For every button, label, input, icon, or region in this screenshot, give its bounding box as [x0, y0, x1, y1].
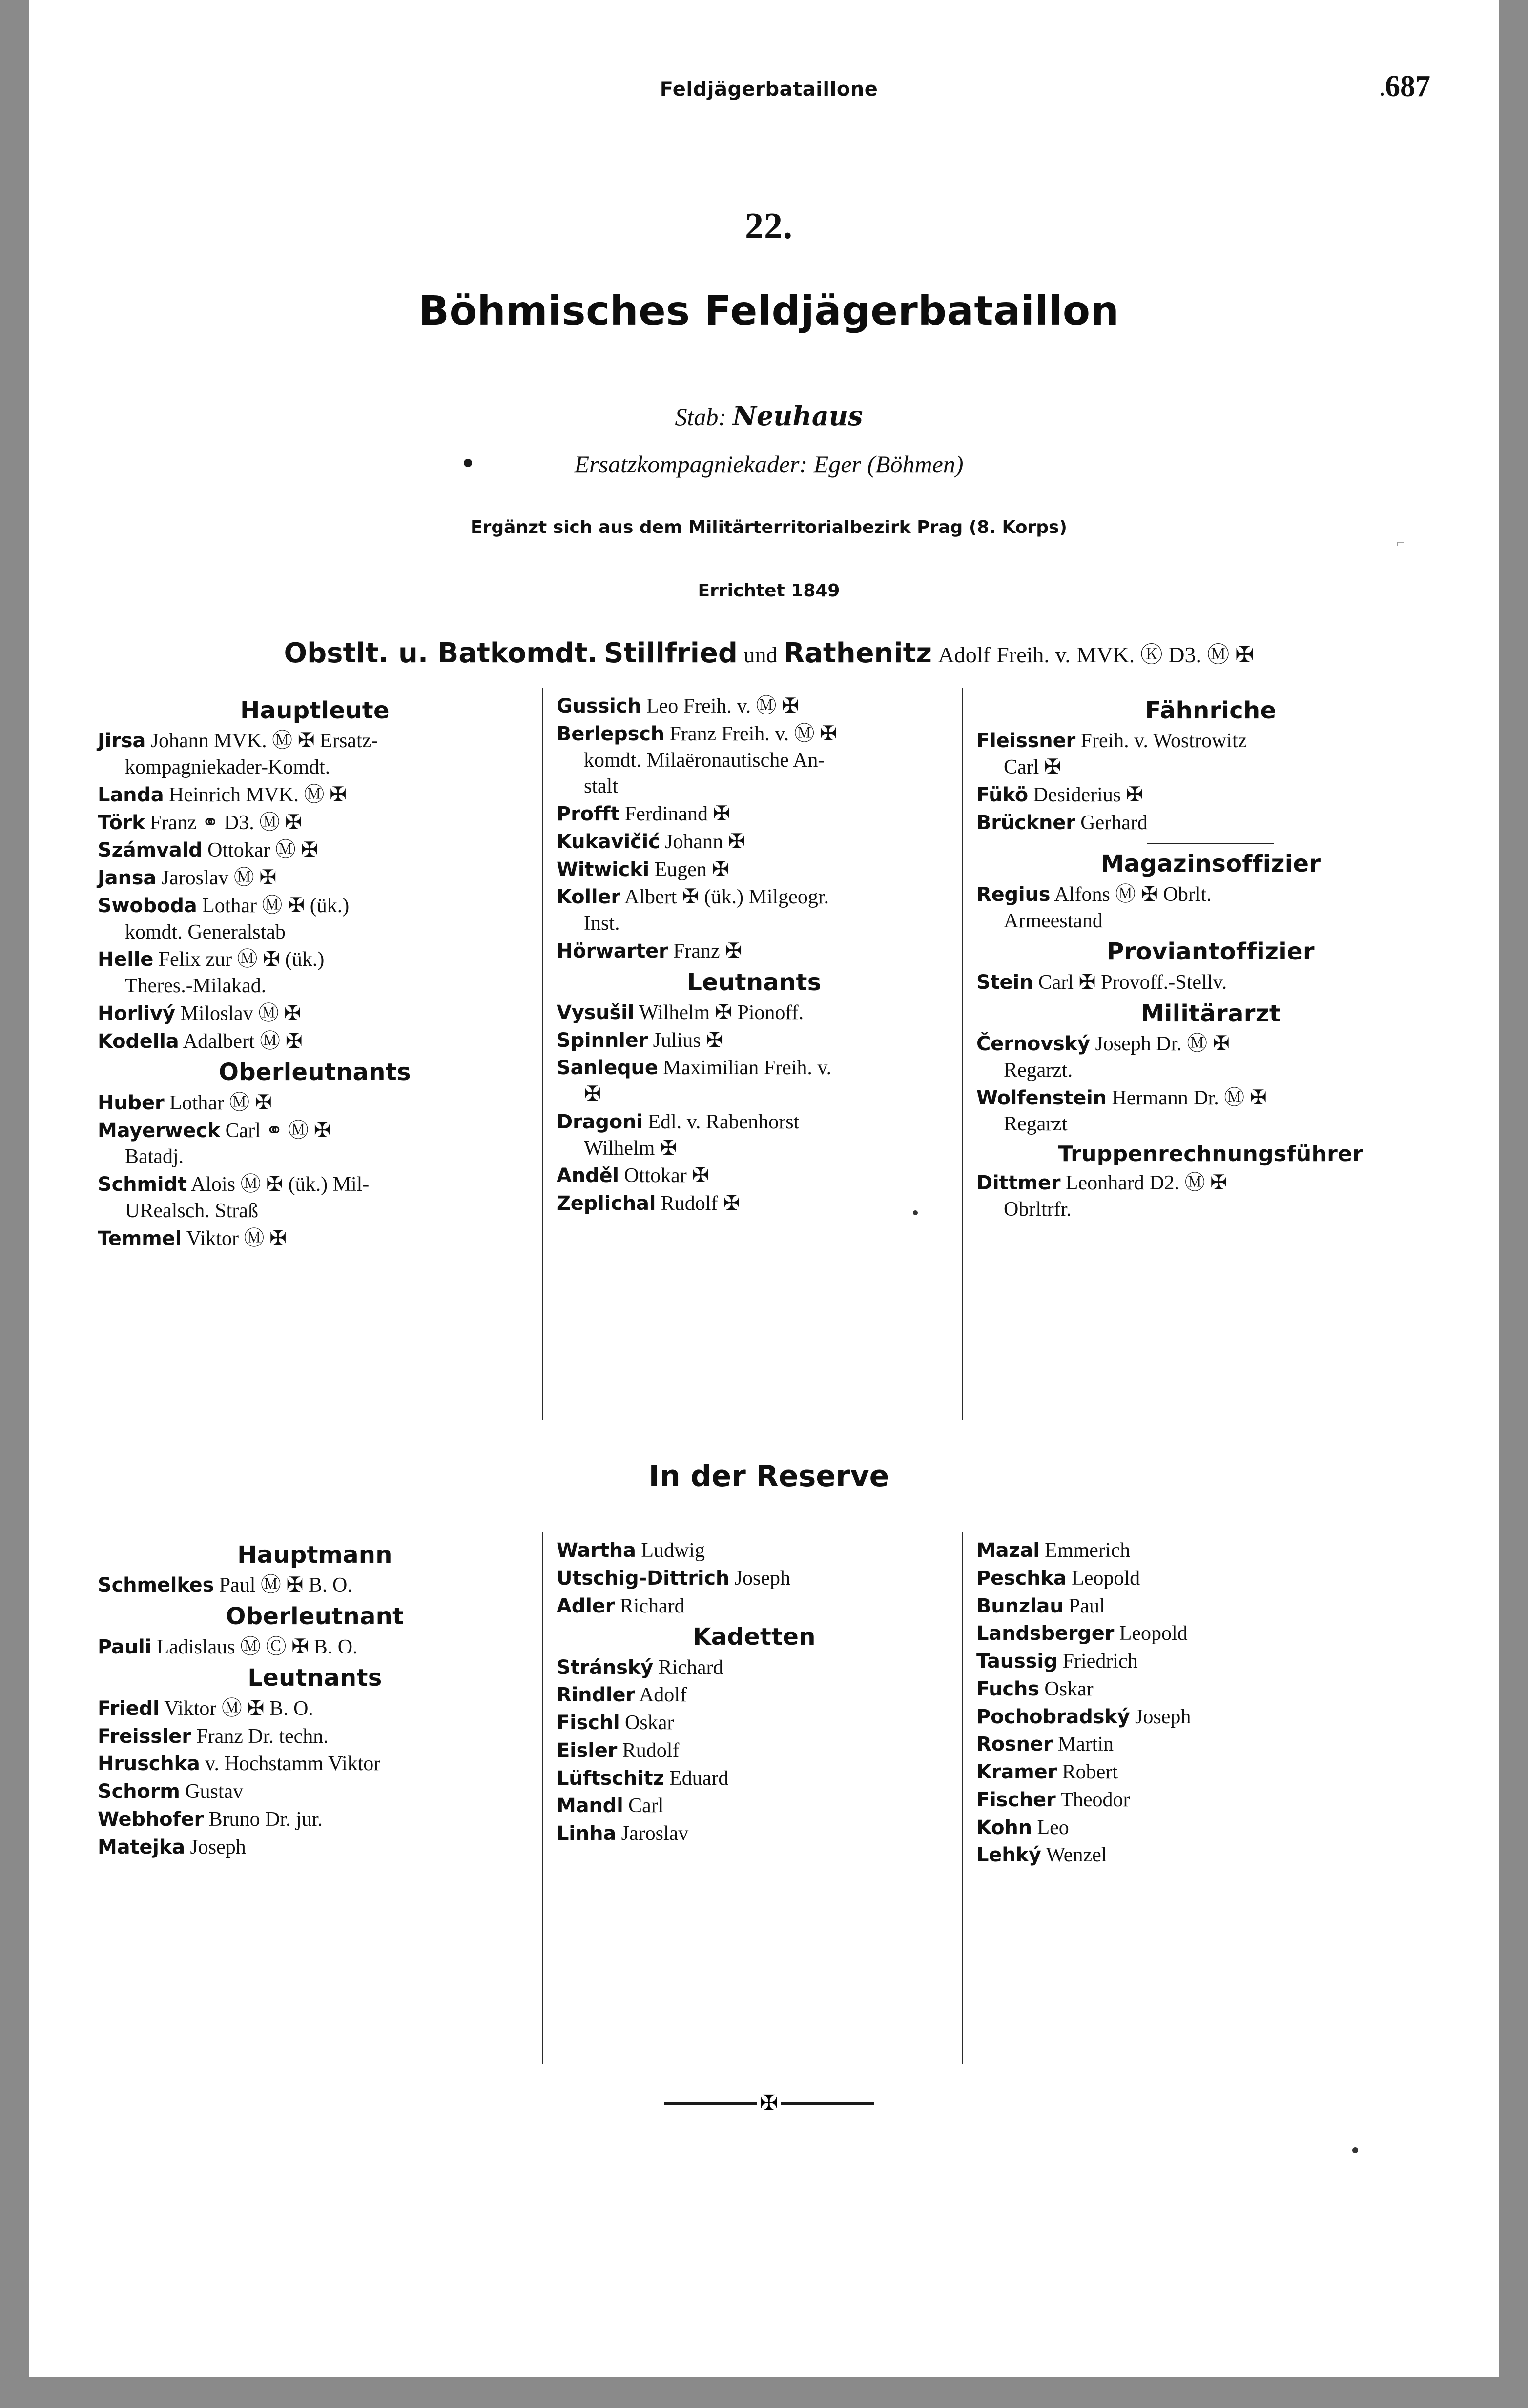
person-surname: Freissler — [98, 1725, 191, 1748]
person-details: Alois Ⓜ ✠ (ük.) Mil- — [186, 1173, 370, 1196]
page-content — [88, 29, 1450, 2352]
section-heading: Leutnants — [687, 968, 822, 996]
list-item — [98, 1225, 532, 1252]
section-heading: Proviantoffizier — [1107, 938, 1315, 966]
person-details: Oskar — [619, 1712, 674, 1735]
person-surname: Temmel — [98, 1227, 182, 1250]
list-item — [98, 1778, 532, 1805]
person-details: Rudolf ✠ — [656, 1192, 741, 1215]
list-item — [98, 1572, 532, 1599]
person-details-cont: kompagniekader-Komdt. — [125, 756, 330, 779]
commander-given: Adolf — [938, 642, 991, 667]
list-item — [98, 728, 532, 781]
person-surname: Lehký — [976, 1844, 1041, 1867]
person-details-cont: stalt — [584, 775, 618, 798]
list-item — [557, 1737, 952, 1764]
commander-rank: Obstlt. u. Batkomdt. — [284, 637, 598, 669]
person-details: Alfons Ⓜ ✠ Obrlt. — [1050, 883, 1212, 906]
person-details: Freih. v. Wostrowitz — [1075, 730, 1247, 753]
person-surname: Helle — [98, 948, 154, 971]
person-surname: Peschka — [976, 1567, 1067, 1590]
list-item — [976, 1676, 1445, 1703]
person-details: Richard — [653, 1656, 723, 1679]
list-item — [557, 801, 952, 828]
person-details-cont: Regarzt — [1004, 1113, 1068, 1136]
section-heading: Oberleutnants — [219, 1059, 411, 1086]
list-item — [98, 1634, 532, 1661]
person-surname: Linha — [557, 1822, 617, 1845]
person-surname: Koller — [557, 886, 620, 909]
person-surname: Matejka — [98, 1836, 185, 1858]
person-details: Oskar — [1039, 1677, 1094, 1700]
person-surname: Wartha — [557, 1539, 636, 1562]
person-details-cont: Carl ✠ — [1004, 756, 1062, 779]
section-heading: Hauptmann — [237, 1541, 392, 1569]
person-details: Maximilian Freih. v. — [658, 1057, 832, 1080]
person-surname: Gussich — [557, 695, 641, 717]
person-details: Jaroslav — [616, 1822, 689, 1845]
depot-line: Ersatzkompagniekader: Eger (Böhmen) — [574, 450, 964, 478]
list-item — [557, 1163, 952, 1189]
list-item — [98, 1028, 532, 1055]
person-surname: Regius — [976, 883, 1051, 906]
list-item — [98, 1171, 532, 1224]
list-item — [98, 1806, 532, 1833]
person-surname: Lüftschitz — [557, 1767, 664, 1790]
list-item — [976, 782, 1445, 809]
list-item — [98, 810, 532, 837]
person-surname: Fükö — [976, 783, 1029, 806]
reserve-column-left — [98, 1537, 532, 1861]
person-surname: Fuchs — [976, 1677, 1039, 1700]
commander-name1: Stillfried — [604, 637, 738, 669]
list-item — [557, 1565, 952, 1592]
person-details-cont: Inst. — [584, 912, 620, 935]
page-edge-mark: ⌐ — [1396, 534, 1404, 551]
person-surname: Mayerweck — [98, 1119, 221, 1142]
list-item — [557, 1793, 952, 1819]
person-surname: Számvald — [98, 839, 203, 862]
person-surname: Kramer — [976, 1761, 1057, 1783]
list-item — [98, 1118, 532, 1171]
list-item — [976, 1787, 1445, 1814]
person-surname: Landa — [98, 783, 164, 806]
list-item — [98, 1000, 532, 1027]
person-details-cont: Batadj. — [125, 1145, 184, 1168]
person-details-cont: komdt. Generalstab — [125, 920, 286, 943]
person-details: Eugen ✠ — [649, 858, 729, 881]
person-surname: Rosner — [976, 1733, 1053, 1756]
person-details: Leo Freih. v. Ⓜ ✠ — [641, 695, 799, 717]
staff-label: Stab: — [675, 403, 727, 430]
person-surname: Schmelkes — [98, 1574, 214, 1597]
list-item — [976, 1031, 1445, 1084]
list-item — [976, 1842, 1445, 1869]
person-details: Ladislaus Ⓜ Ⓒ ✠ B. O. — [151, 1635, 358, 1658]
list-item — [976, 1815, 1445, 1841]
person-details: Viktor Ⓜ ✠ B. O. — [159, 1697, 313, 1720]
person-details: Franz Dr. techn. — [191, 1725, 329, 1748]
person-details-cont: Obrltrfr. — [1004, 1198, 1072, 1221]
reserve-heading: In der Reserve — [648, 1459, 889, 1493]
list-item — [98, 1695, 532, 1722]
person-surname: Rindler — [557, 1684, 635, 1707]
person-details: Eduard — [664, 1767, 729, 1790]
person-surname: Eisler — [557, 1739, 618, 1762]
person-surname: Fleissner — [976, 730, 1076, 753]
person-details: Wenzel — [1041, 1844, 1107, 1867]
person-surname: Spinnler — [557, 1029, 648, 1052]
list-item — [98, 1751, 532, 1777]
list-item — [976, 1648, 1445, 1675]
staff-value: Neuhaus — [732, 400, 863, 431]
list-item — [557, 1190, 952, 1217]
person-details: Hermann Dr. Ⓜ ✠ — [1106, 1086, 1267, 1109]
person-surname: Fischer — [976, 1788, 1056, 1811]
list-item — [98, 782, 532, 809]
ink-speck-2 — [1352, 2147, 1358, 2153]
person-details: Emmerich — [1039, 1539, 1131, 1562]
list-item — [557, 1710, 952, 1736]
person-surname: Friedl — [98, 1697, 160, 1720]
person-surname: Hörwarter — [557, 939, 668, 962]
person-surname: Adler — [557, 1594, 615, 1617]
list-item — [976, 969, 1445, 996]
section-heading: Magazinsoffizier — [1100, 850, 1321, 878]
person-details: Gustav — [180, 1780, 244, 1803]
section-heading: Hauptleute — [240, 697, 390, 724]
person-surname: Profft — [557, 803, 620, 825]
reserve-column-right — [976, 1537, 1445, 1870]
person-details: Johann MVK. Ⓜ ✠ Ersatz- — [145, 730, 378, 753]
person-details: Leopold — [1114, 1622, 1188, 1645]
person-details: Franz Freih. v. Ⓜ ✠ — [664, 722, 837, 745]
person-surname: Kodella — [98, 1030, 179, 1053]
person-surname: Bunzlau — [976, 1594, 1064, 1617]
list-item — [557, 1765, 952, 1792]
list-item — [98, 1090, 532, 1117]
person-surname: Sanleque — [557, 1057, 658, 1080]
person-details: Lothar Ⓜ ✠ (ük.) — [197, 894, 350, 917]
person-details-cont: Theres.-Milakad. — [125, 975, 267, 998]
list-item — [976, 1565, 1445, 1592]
person-details: Ottokar ✠ — [619, 1164, 709, 1187]
list-item — [976, 1085, 1445, 1138]
person-details: Julius ✠ — [648, 1029, 723, 1052]
list-item — [557, 857, 952, 883]
person-surname: Dittmer — [976, 1172, 1061, 1195]
commander-awards: MVK. Ⓚ D3. Ⓜ ✠ — [1076, 642, 1254, 667]
person-details: Adolf — [635, 1684, 687, 1707]
person-surname: Stránský — [557, 1656, 654, 1679]
scanned-page — [29, 0, 1499, 2377]
section-heading: Militärarzt — [1140, 1000, 1281, 1027]
list-item — [976, 1759, 1445, 1786]
person-surname: Kukavičić — [557, 830, 660, 853]
section-heading: Truppenrechnungsführer — [1058, 1142, 1363, 1166]
person-details: Adalbert Ⓜ ✠ — [179, 1030, 303, 1053]
list-item — [557, 1027, 952, 1054]
list-item — [976, 810, 1445, 837]
list-item — [98, 837, 532, 864]
list-item — [98, 1834, 532, 1861]
person-details: Joseph — [185, 1836, 246, 1858]
person-surname: Jansa — [98, 867, 157, 890]
person-surname: Dragoni — [557, 1110, 643, 1133]
person-details: Leopold — [1066, 1567, 1140, 1590]
ornament-bar-left — [664, 2102, 757, 2105]
list-item — [557, 1593, 952, 1620]
person-surname: Horlivý — [98, 1002, 175, 1025]
person-details: Leonhard D2. Ⓜ ✠ — [1060, 1172, 1228, 1195]
person-details: Heinrich MVK. Ⓜ ✠ — [164, 783, 347, 806]
person-details: Franz ✠ — [668, 939, 743, 962]
person-surname: Utschig-Dittrich — [557, 1567, 730, 1590]
column-middle — [557, 693, 952, 1218]
list-item — [98, 865, 532, 892]
person-details: Bruno Dr. jur. — [204, 1808, 323, 1831]
list-item — [976, 728, 1445, 781]
person-details: Carl — [623, 1795, 664, 1817]
person-details-cont: ✠ — [584, 1083, 601, 1106]
person-details: Rudolf — [617, 1739, 680, 1762]
folio-value: 687 — [1385, 70, 1430, 103]
person-details: Leo — [1032, 1816, 1069, 1839]
list-item — [557, 1537, 952, 1564]
person-details: Ferdinand ✠ — [619, 803, 730, 825]
person-surname: Zeplichal — [557, 1192, 656, 1215]
list-item — [98, 1723, 532, 1750]
person-details: Desiderius ✠ — [1028, 783, 1143, 806]
person-details: Edl. v. Rabenhorst — [642, 1110, 800, 1133]
founded-line: Errichtet 1849 — [698, 581, 840, 601]
person-details-cont: Regarzt. — [1004, 1059, 1073, 1082]
list-item — [976, 1593, 1445, 1620]
person-details: Felix zur Ⓜ ✠ (ük.) — [153, 948, 325, 971]
person-details: Theodor — [1055, 1788, 1130, 1811]
person-details: Paul Ⓜ ✠ B. O. — [214, 1574, 352, 1597]
list-item — [557, 1820, 952, 1847]
reserve-column-middle — [557, 1537, 952, 1848]
person-details: Joseph Dr. Ⓜ ✠ — [1090, 1033, 1230, 1055]
person-details: Ottokar Ⓜ ✠ — [202, 839, 318, 862]
person-details: Richard — [615, 1594, 685, 1617]
running-head: Feldjägerbataillone — [660, 78, 878, 101]
person-details: Robert — [1057, 1761, 1118, 1783]
person-details: Franz ⚭ D3. Ⓜ ✠ — [145, 811, 302, 834]
person-details: Carl ✠ Provoff.-Stellv. — [1033, 971, 1227, 994]
person-details-cont: Wilhelm ✠ — [584, 1137, 677, 1160]
person-surname: Mandl — [557, 1795, 623, 1817]
section-heading: Fähnriche — [1145, 697, 1277, 724]
person-surname: Jirsa — [98, 730, 146, 753]
person-surname: Huber — [98, 1091, 165, 1114]
list-item — [98, 946, 532, 1000]
list-item — [557, 1055, 952, 1108]
person-surname: Wolfenstein — [976, 1086, 1107, 1109]
list-item — [976, 1170, 1445, 1223]
column-rule-1 — [542, 688, 543, 1420]
unit-number: 22. — [745, 205, 793, 246]
section-heading: Oberleutnant — [226, 1603, 404, 1631]
list-item — [557, 884, 952, 937]
list-item — [557, 693, 952, 720]
person-details: Albert ✠ (ük.) Milgeogr. — [620, 886, 829, 909]
person-details: v. Hochstamm Viktor — [200, 1753, 381, 1775]
person-surname: Anděl — [557, 1164, 619, 1187]
person-surname: Kohn — [976, 1816, 1032, 1839]
list-item — [557, 721, 952, 800]
person-surname: Schorm — [98, 1780, 180, 1803]
list-item — [557, 829, 952, 856]
person-surname: Pochobradský — [976, 1705, 1130, 1728]
staff-line — [88, 400, 1450, 431]
person-details: Jaroslav Ⓜ ✠ — [156, 867, 277, 890]
person-surname: Taussig — [976, 1650, 1058, 1673]
list-item — [557, 1000, 952, 1026]
list-item — [976, 1704, 1445, 1731]
person-details: Carl ⚭ Ⓜ ✠ — [220, 1119, 331, 1142]
list-item — [976, 1537, 1445, 1564]
person-details: Paul — [1063, 1594, 1105, 1617]
person-surname: Stein — [976, 971, 1033, 994]
person-surname: Pauli — [98, 1635, 152, 1658]
list-item — [557, 1682, 952, 1709]
person-details: Miloslav Ⓜ ✠ — [175, 1002, 301, 1025]
person-surname: Witwicki — [557, 858, 650, 881]
commander-line — [88, 637, 1450, 669]
person-surname: Fischl — [557, 1712, 620, 1735]
ink-speck-3 — [913, 1210, 918, 1215]
list-item — [557, 1654, 952, 1681]
person-details-cont: URealsch. Straß — [125, 1199, 258, 1222]
person-surname: Vysušil — [557, 1001, 635, 1024]
page-number: .687 — [1380, 70, 1430, 103]
list-item — [976, 881, 1445, 935]
person-surname: Mazal — [976, 1539, 1040, 1562]
person-details: Ludwig — [636, 1539, 705, 1562]
list-item — [557, 1109, 952, 1162]
person-surname: Brückner — [976, 811, 1075, 834]
ornament-cross-icon: ✠ — [760, 2091, 778, 2116]
person-details: Wilhelm ✠ Pionoff. — [634, 1001, 804, 1024]
person-details: Johann ✠ — [660, 830, 745, 853]
list-item — [976, 1620, 1445, 1647]
person-surname: Swoboda — [98, 894, 197, 917]
column-right — [976, 693, 1445, 1224]
person-details: Viktor Ⓜ ✠ — [182, 1227, 287, 1250]
list-item — [976, 1731, 1445, 1758]
person-details-cont: Armeestand — [1004, 909, 1103, 932]
list-item — [557, 938, 952, 965]
commander-name2: Rathenitz — [784, 637, 932, 669]
person-surname: Hruschka — [98, 1753, 200, 1775]
person-surname: Landsberger — [976, 1622, 1115, 1645]
column-rule-3 — [542, 1532, 543, 2064]
commander-conj: und — [743, 642, 778, 667]
person-details: Lothar Ⓜ ✠ — [164, 1091, 272, 1114]
person-surname: Berlepsch — [557, 722, 665, 745]
recruiting-line: Ergänzt sich aus dem Militärterritorialbezirk Prag (8. Korps) — [471, 517, 1067, 537]
person-surname: Schmidt — [98, 1173, 187, 1196]
ornament-bar-right — [781, 2102, 874, 2105]
list-item — [98, 893, 532, 946]
person-surname: Törk — [98, 811, 145, 834]
section-heading: Kadetten — [693, 1623, 816, 1651]
person-surname: Webhofer — [98, 1808, 204, 1831]
person-surname: Černovský — [976, 1033, 1090, 1055]
person-details: Gerhard — [1075, 811, 1148, 834]
person-details: Martin — [1053, 1733, 1114, 1756]
commander-title: Freih. v. — [996, 642, 1071, 667]
page-title: Böhmisches Feldjägerbataillon — [418, 288, 1119, 334]
column-rule-2 — [962, 688, 963, 1420]
column-left — [98, 693, 532, 1253]
end-ornament — [664, 2091, 874, 2116]
person-details: Joseph — [729, 1567, 790, 1590]
section-divider — [1147, 843, 1274, 844]
person-details: Friedrich — [1057, 1650, 1138, 1673]
person-details-cont: komdt. Milaëronautische An- — [584, 749, 825, 772]
person-details: Joseph — [1130, 1705, 1191, 1728]
section-heading: Leutnants — [248, 1664, 382, 1692]
column-rule-4 — [962, 1532, 963, 2064]
